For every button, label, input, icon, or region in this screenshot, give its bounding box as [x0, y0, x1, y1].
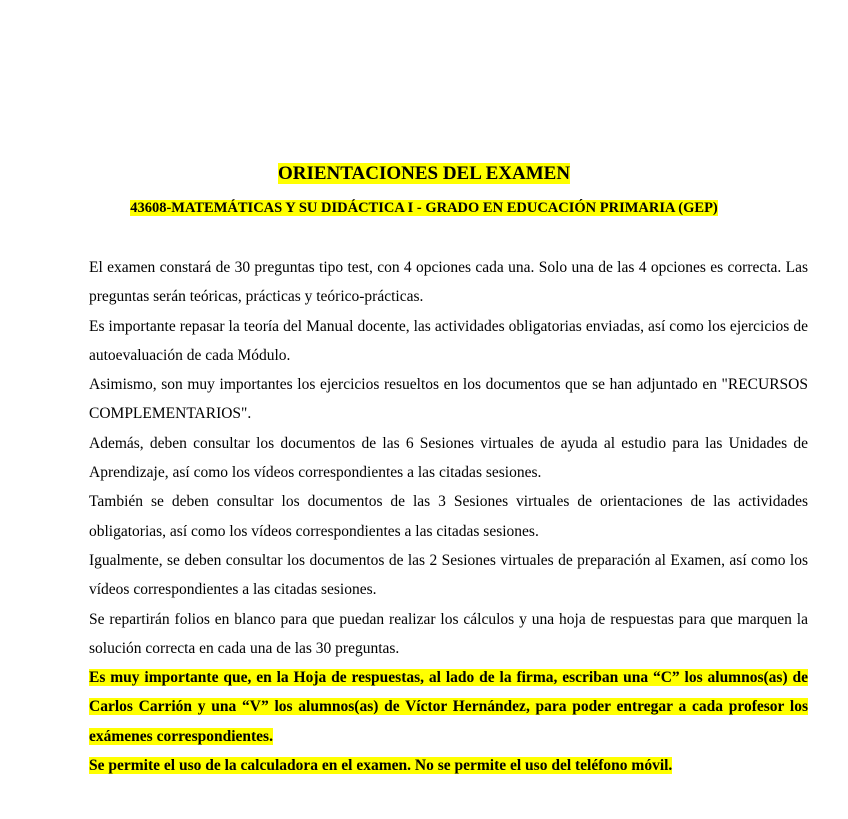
highlight-professor-mark — [89, 663, 808, 751]
paragraph-answer-sheet: Se repartirán folios en blanco para que puedan realizar los cálculos y una hoja de respuestas para que marquen la solución correcta en cada una de las 30 preguntas. — [89, 610, 808, 657]
highlight-professor-mark-text: Es muy importante que, en la Hoja de respuestas, al lado de la firma, escriban una “C” los alumnos(as) de Carlos Carrión y una “V” los alumnos(as) de Víctor Hernández, para poder entregar a cada profesor los exámenes correspondientes. — [89, 669, 808, 745]
highlight-calculator-rule-text: Se permite el uso de la calculadora en el examen. No se permite el uso del teléfono móvil. — [89, 757, 673, 775]
highlight-calculator-rule — [89, 751, 808, 780]
document-subtitle-text: 43608-MATEMÁTICAS Y SU DIDÁCTICA I - GRADO EN EDUCACIÓN PRIMARIA (GEP) — [130, 200, 718, 216]
paragraph-resolved-exercises: Asimismo, son muy importantes los ejercicios resueltos en los documentos que se han adjuntado en "RECURSOS COMPLEMENTARIOS". — [89, 376, 808, 423]
document-subtitle — [0, 199, 848, 218]
paragraph-exam-format: El examen constará de 30 preguntas tipo test, con 4 opciones cada una. Solo una de las 4 opciones es correcta. Las preguntas serán teóricas, prácticas y teórico-prácticas. — [89, 259, 808, 306]
document-body — [89, 253, 808, 780]
paragraph-review-theory: Es importante repasar la teoría del Manual docente, las actividades obligatorias enviadas, así como los ejercicios de autoevaluación de cada Módulo. — [89, 317, 808, 364]
document-title-text: ORIENTACIONES DEL EXAMEN — [277, 163, 571, 184]
document-title — [0, 163, 848, 185]
paragraph-exam-prep-sessions: Igualmente, se deben consultar los documentos de las 2 Sesiones virtuales de preparación al Examen, así como los vídeos correspondientes a las citadas sesiones. — [89, 551, 808, 599]
paragraph-study-sessions: Además, deben consultar los documentos de las 6 Sesiones virtuales de ayuda al estudio para las Unidades de Aprendizaje, así como los vídeos correspondientes a las citadas sesiones. — [89, 434, 808, 482]
paragraph-activity-sessions: También se deben consultar los documentos de las 3 Sesiones virtuales de orientaciones de las actividades obligatorias, así como los vídeos correspondientes a las citadas sesiones. — [89, 493, 808, 540]
